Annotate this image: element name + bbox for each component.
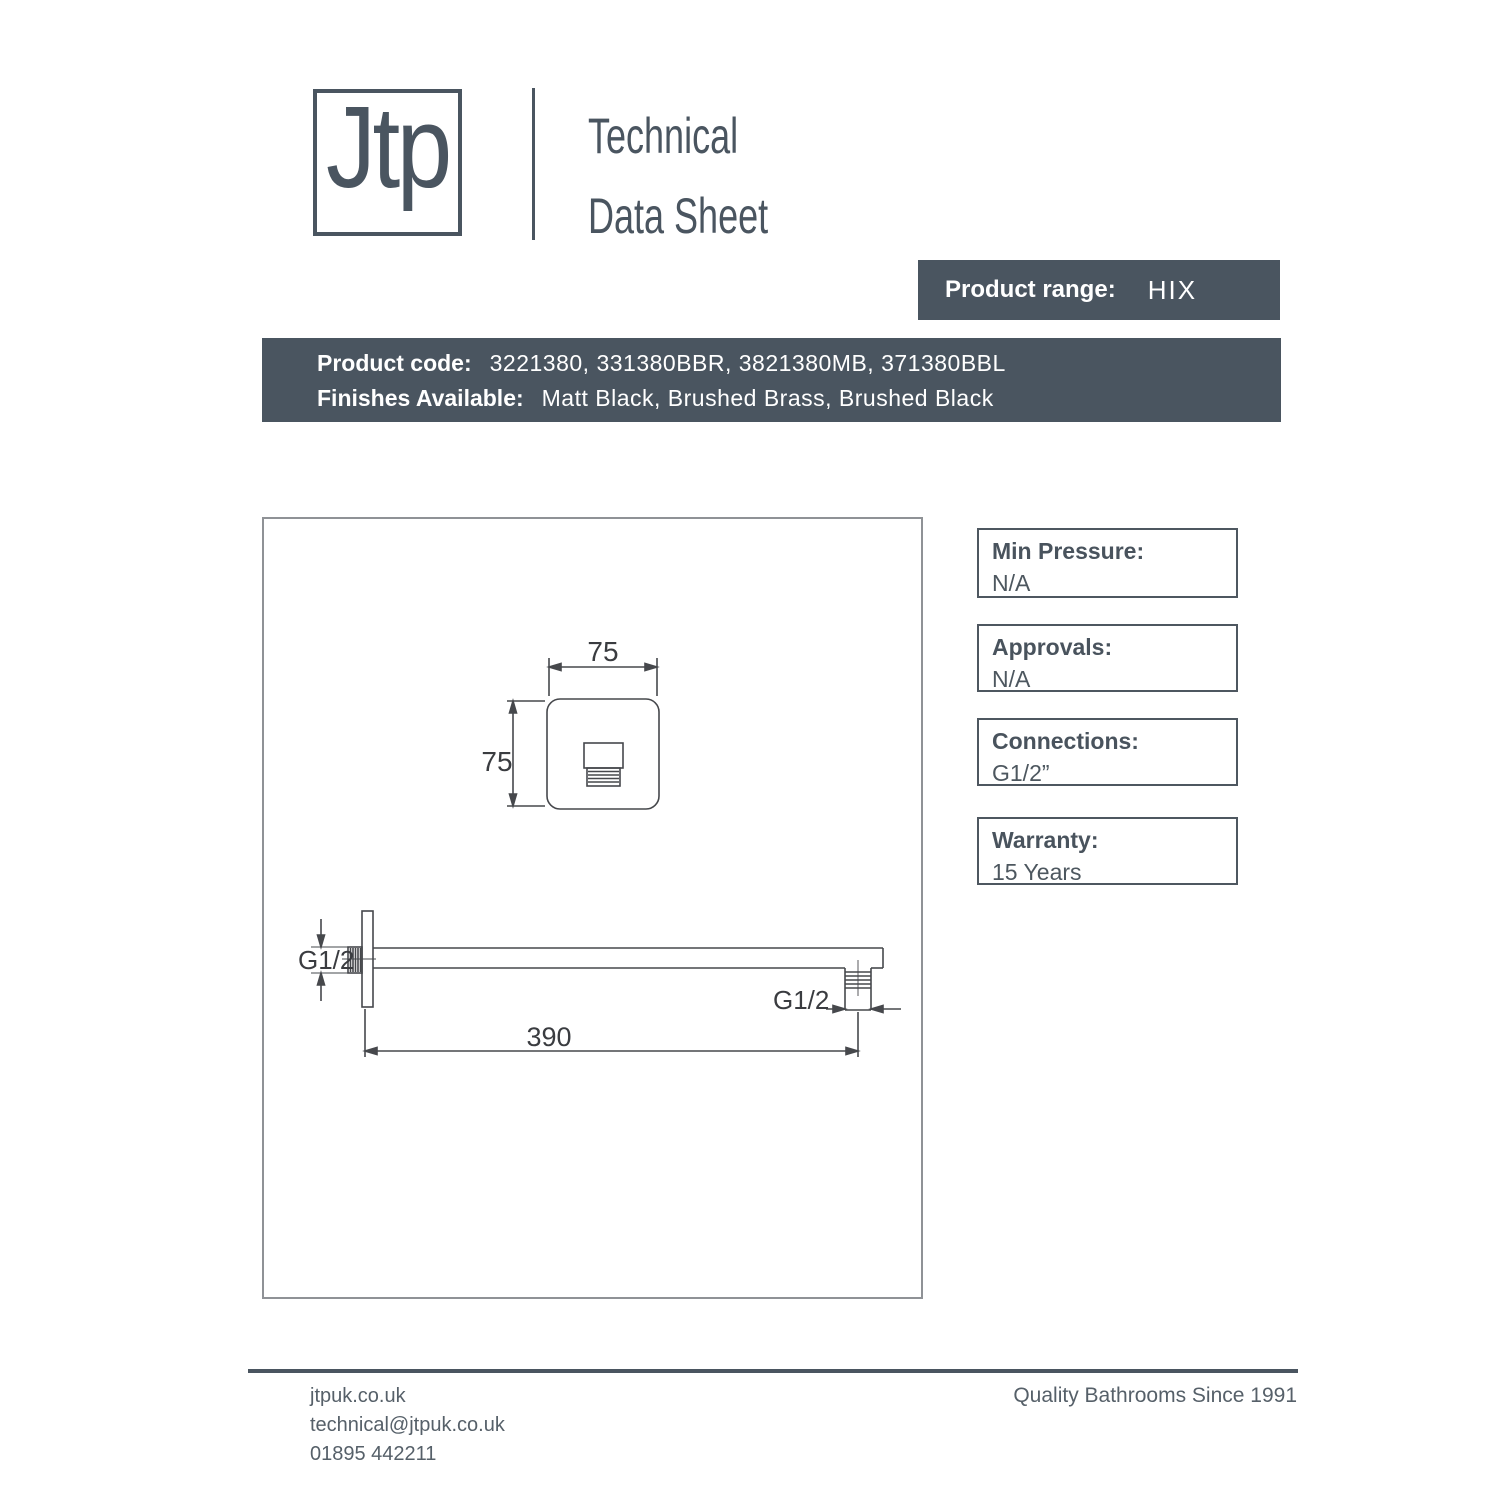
- product-range-value: HIX: [1147, 274, 1198, 305]
- dim-length-label: 390: [526, 1022, 572, 1052]
- spec-title: Min Pressure:: [992, 538, 1145, 564]
- jtp-logo: [313, 89, 462, 236]
- finishes-line: [317, 385, 994, 412]
- document-title-line1: Technical: [588, 108, 739, 164]
- spec-value: N/A: [992, 570, 1031, 596]
- technical-drawing-panel: [262, 517, 923, 1299]
- spec-title: Warranty:: [992, 827, 1099, 853]
- jtp-logo-text: Jtp: [326, 89, 449, 212]
- footer-contact-block: [310, 1382, 505, 1469]
- footer-tagline: Quality Bathrooms Since 1991: [1013, 1384, 1297, 1407]
- spec-title: Connections:: [992, 728, 1139, 754]
- thread-left-label: G1/2: [298, 945, 355, 975]
- spec-box-min-pressure: [977, 528, 1238, 598]
- product-code-label: Product code:: [317, 350, 472, 376]
- product-code-value: 3221380, 331380BBR, 3821380MB, 371380BBL: [489, 350, 1006, 376]
- shower-arm-drawing: [264, 519, 921, 1297]
- dim-height-label: 75: [481, 746, 513, 777]
- finishes-label: Finishes Available:: [317, 385, 524, 411]
- product-code-bar: [262, 338, 1281, 422]
- footer-website: jtpuk.co.uk: [310, 1385, 406, 1407]
- footer-divider-line: [248, 1369, 1298, 1373]
- footer-phone: 01895 442211: [310, 1443, 437, 1465]
- flange-outline: [547, 699, 659, 809]
- product-code-line: [317, 350, 1006, 377]
- finishes-value: Matt Black, Brushed Brass, Brushed Black: [541, 385, 994, 411]
- document-title: [588, 96, 768, 256]
- spec-value: N/A: [992, 666, 1031, 692]
- footer-email: technical@jtpuk.co.uk: [310, 1414, 505, 1436]
- spec-box-approvals: [977, 624, 1238, 692]
- product-range-label: Product range:: [945, 276, 1116, 303]
- spec-box-connections: [977, 718, 1238, 786]
- document-title-line2: Data Sheet: [588, 188, 769, 244]
- product-range-bar: [918, 260, 1280, 320]
- spec-box-warranty: [977, 817, 1238, 885]
- thread-right-label: G1/2: [773, 985, 830, 1015]
- dim-width-label: 75: [587, 636, 619, 667]
- spec-title: Approvals:: [992, 634, 1113, 660]
- spec-value: G1/2”: [992, 760, 1050, 786]
- header-divider-line: [532, 88, 535, 240]
- spec-value: 15 Years: [992, 859, 1082, 885]
- flange-connector-body: [584, 743, 623, 768]
